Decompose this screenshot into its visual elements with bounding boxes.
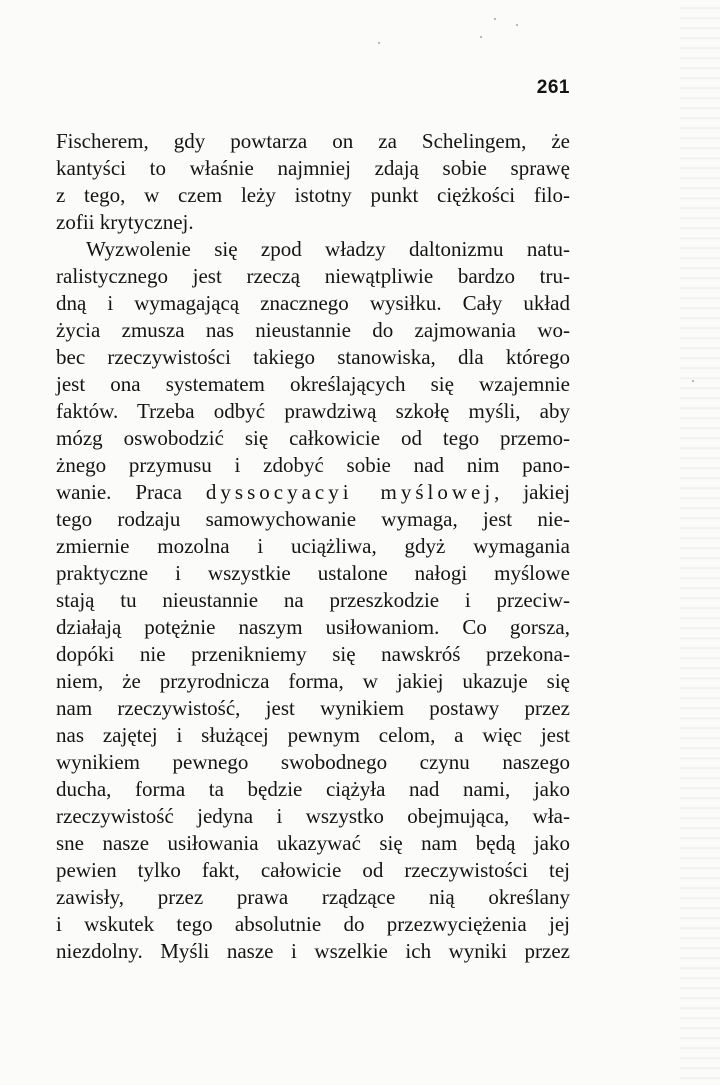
- text-line: stają tu nieustannie na przeszkodzie i przeciw-: [56, 588, 570, 612]
- text-line: dopóki nie przenikniemy się nawskróś przekona-: [56, 642, 570, 666]
- text-line: niezdolny. Myśli nasze i wszelkie ich wyniki przez: [56, 939, 570, 963]
- scan-speck: [480, 36, 482, 38]
- text-line: Fischerem, gdy powtarza on za Schelingem, że: [56, 129, 570, 153]
- text-line: z tego, w czem leży istotny punkt ciężkości filo-: [56, 183, 570, 207]
- text-line: nas zajętej i służącej pewnym celom, a więc jest: [56, 723, 570, 747]
- text-line: tego rodzaju samowychowanie wymaga, jest nie-: [56, 507, 570, 531]
- text-line: pewien tylko fakt, całowicie od rzeczywistości tej: [56, 858, 570, 882]
- text-line: jest ona systematem określających się wzajemnie: [56, 372, 570, 396]
- scan-speck: [378, 42, 380, 44]
- text-line: faktów. Trzeba odbyć prawdziwą szkołę myśli, aby: [56, 399, 570, 423]
- text-line: zawisły, przez prawa rządzące nią określany: [56, 885, 570, 909]
- text-line: praktyczne i wszystkie ustalone nałogi myślowe: [56, 561, 570, 585]
- text-line: żnego przymusu i zdobyć sobie nad nim pano-: [56, 453, 570, 477]
- text-line: i wskutek tego absolutnie do przezwyciężenia jej: [56, 912, 570, 936]
- text-segment: , jakiej: [494, 480, 570, 504]
- text-line: ralistycznego jest rzeczą niewątpliwie bardzo tru-: [56, 264, 570, 288]
- text-line: zmiernie mozolna i uciążliwa, gdyż wymagania: [56, 534, 570, 558]
- scan-speck: [516, 24, 518, 26]
- text-line: dną i wymagającą znacznego wysiłku. Cały układ: [56, 291, 570, 315]
- body-text: [56, 128, 570, 965]
- text-line-with-spaced-emphasis: [56, 479, 570, 506]
- text-line: rzeczywistość jedyna i wszystko obejmująca, wła-: [56, 804, 570, 828]
- scan-speck: [692, 380, 694, 382]
- text-line: bec rzeczywistości takiego stanowiska, dla którego: [56, 345, 570, 369]
- text-line: wynikiem pewnego swobodnego czynu naszego: [56, 750, 570, 774]
- text-line: ducha, forma ta będzie ciążyła nad nami, jako: [56, 777, 570, 801]
- page-number: 261: [536, 77, 570, 98]
- scan-speck: [494, 18, 496, 20]
- text-line: zofii krytycznej.: [56, 210, 194, 234]
- text-line: nam rzeczywistość, jest wynikiem postawy przez: [56, 696, 570, 720]
- text-line: kantyści to właśnie najmniej zdają sobie sprawę: [56, 156, 570, 180]
- scan-edge-artifact: [680, 0, 720, 1085]
- text-line: niem, że przyrodnicza forma, w jakiej ukazuje się: [56, 669, 570, 693]
- spaced-emphasis: dyssocyacyi myślowej: [205, 480, 495, 504]
- text-line: życia zmusza nas nieustannie do zajmowania wo-: [56, 318, 570, 342]
- paragraph-first-line: Wyzwolenie się zpod władzy daltonizmu natu-: [86, 237, 570, 261]
- text-line: sne nasze usiłowania ukazywać się nam będą jako: [56, 831, 570, 855]
- text-line: działają potężnie naszym usiłowaniom. Co gorsza,: [56, 615, 570, 639]
- text-segment: wanie. Praca: [56, 480, 206, 504]
- text-line: mózg oswobodzić się całkowicie od tego przemo-: [56, 426, 570, 450]
